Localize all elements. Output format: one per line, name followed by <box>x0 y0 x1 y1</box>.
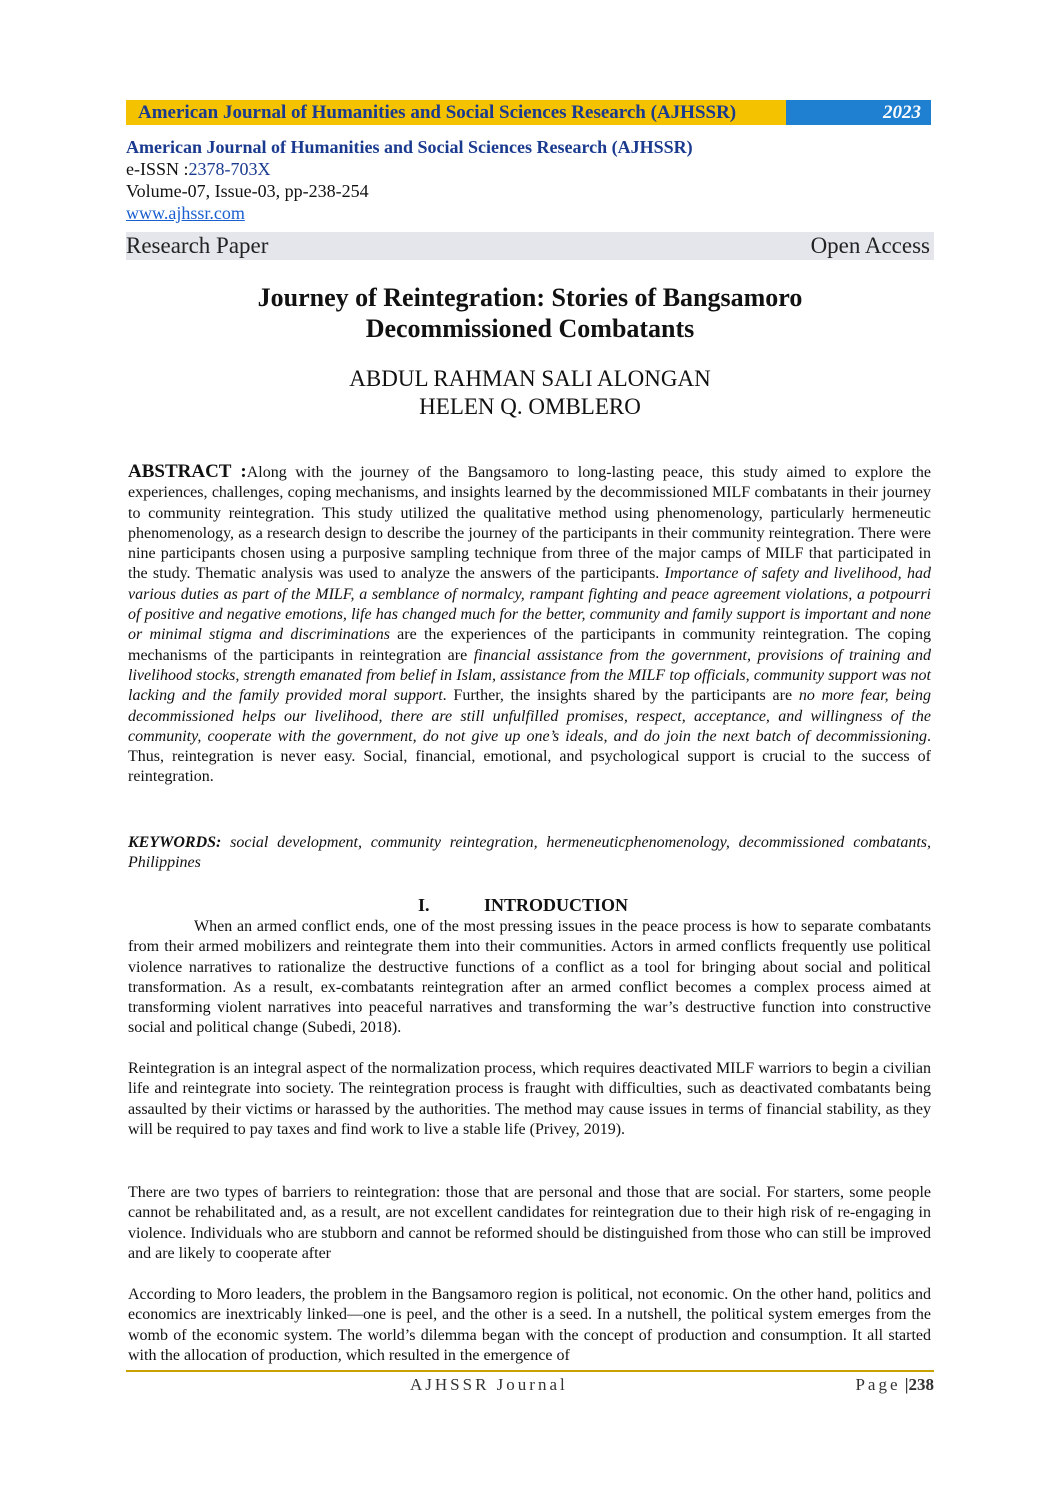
abstract-text: Along with the journey of the Bangsamoro to long-lasting peace, this study aimed to explore the experiences, challenges, coping mechanisms, and insights learned by the decommissioned MILF combatants in their journey to community reintegration. This study utilized the qualitative method using phenomenology, particularly hermeneutic phenomenology, as a research design to describe the journey of the participants in their community reintegration. There were nine participants chosen using a purposive sampling technique from three of the major camps of MILF that participated in the study. Thematic analysis was used to analyze the answers of the participants. <box>128 464 931 583</box>
author-name: ABDUL RAHMAN SALI ALONGAN <box>349 366 711 391</box>
abstract-text: . Thus, reintegration is never easy. Social, financial, emotional, and psychological support is crucial to the success of reintegration. <box>128 727 931 786</box>
title-line-2: Decommissioned Combatants <box>365 314 695 343</box>
body-paragraph: There are two types of barriers to reintegration: those that are personal and those that are social. For starters, some people cannot be rehabilitated and, as a result, are not excellent candidates for reintegration due to their high risk of re-engaging in violence. Individuals who are stubborn and cannot be reformed should be distinguished from those who can still be improved and are likely to cooperate after <box>128 1184 931 1262</box>
footer-divider <box>126 1370 934 1372</box>
issn-value: 2378-703X <box>188 159 271 179</box>
article-type: Research Paper <box>126 233 269 258</box>
issn-label: e-ISSN : <box>126 159 189 179</box>
keywords-label: KEYWORDS: <box>128 834 222 851</box>
header-journal-name: American Journal of Humanities and Social Sciences Research (AJHSSR) <box>126 100 786 125</box>
journal-website-link[interactable]: www.ajhssr.com <box>126 203 245 223</box>
author-list <box>126 365 934 421</box>
keywords-text: social development, community reintegration, hermeneuticphenomenology, decommissioned combatants, Philippines <box>128 834 931 872</box>
abstract-text: . Further, the insights shared by the participants are <box>442 687 799 705</box>
meta-volume: Volume-07, Issue-03, pp-238-254 <box>126 181 369 201</box>
abstract-experiences: Importance of safety and livelihood, had various duties as part of the MILF, a semblance of normalcy, rampant fighting and peace agreement violations, a potpourri of positive and negative emotions, life has changed much for the better, community and family support is important and none or minimal stigma and discriminations <box>128 565 931 644</box>
body-paragraph: Reintegration is an integral aspect of the normalization process, which requires deactivated MILF warriors to begin a civilian life and reintegrate into society. The reintegration process is fraught with difficulties, such as deactivated combatants being assaulted by their victims or harassed by the authorities. The method may cause issues in terms of financial stability, as they will be required to pay taxes and find work to live a stable life (Privey, 2019). <box>128 1060 931 1138</box>
article-type-bar <box>126 232 934 260</box>
abstract-insights: no more fear, being decommissioned helps our livelihood, there are still unfulfilled promises, respect, acceptance, and willingness of the community, cooperate with the government, do not give up one’s ideals, and do join the next batch of decommissioning <box>128 687 931 745</box>
footer-journal: AJHSSR Journal <box>410 1375 568 1394</box>
section-title: INTRODUCTION <box>484 895 629 915</box>
body-paragraph: When an armed conflict ends, one of the most pressing issues in the peace process is how to separate combatants from their armed mobilizers and reintegrate them into their communities. Actors in armed conflicts frequently use political violence narratives to rationalize the destructive functions of a conflict as a tool for bringing about social and political transformation. As a result, ex-combatants reintegration after an armed conflict becomes a complex process aimed at transforming violent narratives into peaceful narratives and transforming the war’s destructive function into constructive social and political change (Subedi, 2018). <box>128 918 931 1037</box>
abstract <box>128 462 931 788</box>
access-type: Open Access <box>810 233 930 258</box>
journal-meta <box>126 136 931 224</box>
section-number: I. <box>418 895 430 915</box>
keywords <box>128 833 931 874</box>
meta-issn <box>126 158 931 180</box>
footer-page-label: Page <box>855 1375 901 1394</box>
meta-journal-name: American Journal of Humanities and Social Sciences Research (AJHSSR) <box>126 137 693 157</box>
title-line-1: Journey of Reintegration: Stories of Bangsamoro <box>257 283 803 312</box>
abstract-text: are the experiences of the participants in community reintegration. The coping mechanisms of the participants in reintegration are <box>128 626 931 664</box>
journal-header-band <box>126 100 931 125</box>
footer-page <box>855 1375 934 1395</box>
paper-title <box>126 282 934 344</box>
abstract-label: ABSTRACT : <box>128 461 247 482</box>
header-year: 2023 <box>786 100 931 125</box>
abstract-coping: financial assistance from the government, provisions of training and livelihood stocks, strength emanated from belief in Islam, assistance from the MILF top officials, community support was not lacking and the family provided moral support <box>128 646 932 705</box>
author-name: HELEN Q. OMBLERO <box>419 394 641 419</box>
body-paragraph: According to Moro leaders, the problem in the Bangsamoro region is political, not economic. On the other hand, politics and economics are inextricably linked—one is peel, and the other is a seed. In a nutshell, the political system emerges from the womb of the economic system. The world’s dilemma began with the concept of production and consumption. It all started with the allocation of production, which resulted in the emergence of <box>128 1286 931 1364</box>
footer-page-number: |238 <box>904 1375 934 1394</box>
